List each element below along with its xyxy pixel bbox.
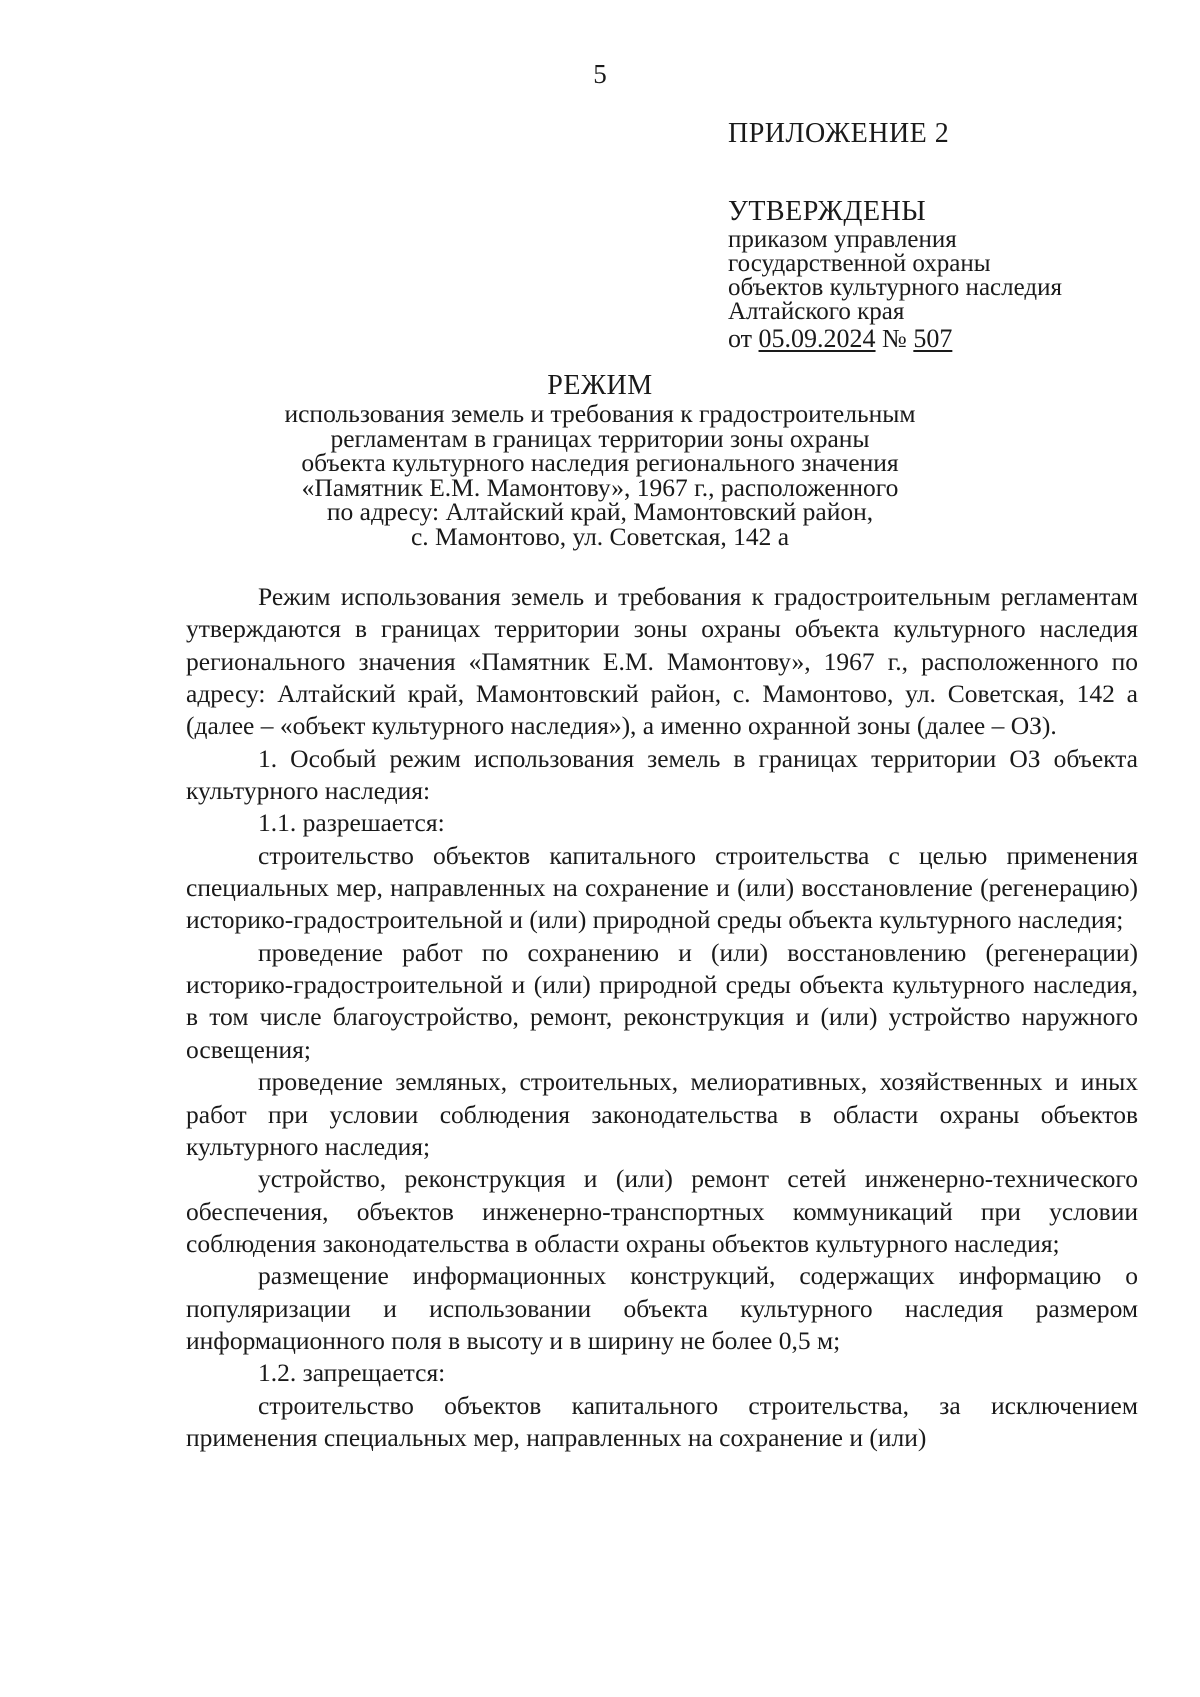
title-line: по адресу: Алтайский край, Мамонтовский район, [326, 497, 874, 527]
approval-line: объектов культурного наследия [728, 274, 1062, 301]
approval-stamp-block [728, 118, 1168, 354]
paragraph-item: проведение работ по сохранению и (или) восстановлению (регенерации) историко-градостроительной и (или) природной среды объекта культурного наследия, в том числе благоустройство, ремонт, реконструкция и (или) устройство наружного освещения; [186, 937, 1138, 1064]
paragraph-item: проведение земляных, строительных, мелиоративных, хозяйственных и иных работ при условии соблюдения законодательства в области охраны объектов культурного наследия; [186, 1067, 1138, 1161]
title-line: «Памятник Е.М. Мамонтову», 1967 г., расположенного [301, 472, 899, 502]
date-prefix: от [728, 324, 759, 353]
paragraph-intro: Режим использования земель и требования к градостроительным регламентам утверждаются в границах территории зоны охраны объекта культурного наследия регионального значения «Памятник Е.М. Мамонтову», 1967 г., расположенного по адресу: Алтайский край, Мамонтовский район, с. Мамонтово, ул. Советская, 142 а (далее – «объект культурного наследия»), а именно охранной зоны (далее – ОЗ). [186, 582, 1138, 741]
paragraph-section-1-2: 1.2. запрещается: [258, 1358, 446, 1388]
title-heading: РЕЖИМ [547, 370, 653, 401]
title-line: с. Мамонтово, ул. Советская, 142 а [410, 521, 790, 551]
document-title [0, 370, 1200, 550]
paragraph-item: устройство, реконструкция и (или) ремонт сетей инженерно-технического обеспечения, объектов инженерно-транспортных коммуникаций при условии соблюдения законодательства в области охраны объектов культурного наследия; [186, 1164, 1138, 1258]
paragraph-section-1-1: 1.1. разрешается: [258, 808, 445, 838]
body-text [186, 581, 1138, 1454]
order-date: 05.09.2024 [758, 324, 876, 353]
title-line: регламентам в границах территории зоны охраны [330, 423, 870, 453]
approval-line: государственной охраны [728, 250, 991, 277]
number-prefix: № [875, 324, 914, 353]
paragraph-section-1: 1. Особый режим использования земель в границах территории ОЗ объекта культурного наследия: [186, 743, 1138, 806]
title-line: объекта культурного наследия регионального значения [301, 448, 899, 478]
order-number: 507 [913, 324, 953, 353]
page-number: 5 [593, 59, 607, 89]
title-line: использования земель и требования к градостроительным [284, 399, 916, 428]
paragraph-item: строительство объектов капитального строительства с целью применения специальных мер, направленных на сохранение и (или) восстановление (регенерацию) историко-градостроительной и (или) природной среды объекта культурного наследия; [186, 840, 1138, 935]
appendix-label: ПРИЛОЖЕНИЕ 2 [728, 118, 950, 149]
paragraph-item: размещение информационных конструкций, содержащих информацию о популяризации и использовании объекта культурного наследия размером информационного поля в высоту и в ширину не более 0,5 м; [186, 1261, 1138, 1355]
approval-line: Алтайского края [728, 298, 905, 325]
order-date-number [728, 324, 1168, 354]
approved-label: УТВЕРЖДЕНЫ [728, 196, 927, 227]
approval-line: приказом управления [728, 226, 957, 253]
paragraph-item: строительство объектов капитального строительства, за исключением применения специальных мер, направленных на сохранение и (или) [186, 1390, 1138, 1452]
